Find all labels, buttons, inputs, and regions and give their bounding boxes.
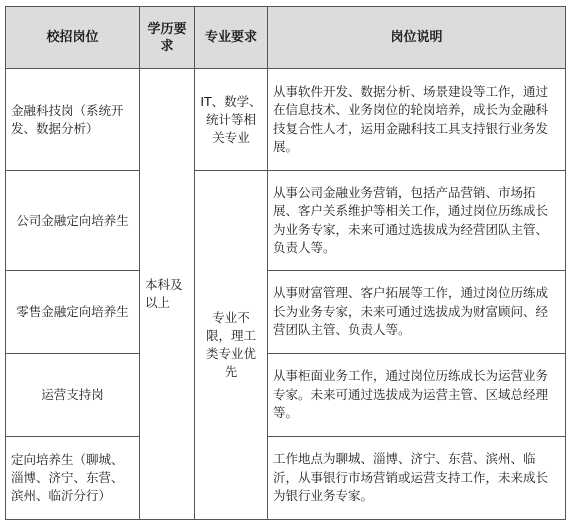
table-row — [6, 171, 566, 271]
description-cell: 从事财富管理、客户拓展等工作，通过岗位历练成长为业务专家，未来可通过选拔成为财富顾问、经营团队主管、负责人等。 — [268, 271, 566, 354]
header-education: 学历要求 — [140, 7, 195, 69]
description-cell: 从事公司金融业务营销，包括产品营销、市场拓展、客户关系维护等相关工作，通过岗位历练成长为业务专家，未来可通过选拔成为经营团队主管、负责人等。 — [268, 171, 566, 271]
header-description: 岗位说明 — [268, 7, 566, 69]
position-cell: 公司金融定向培养生 — [6, 171, 140, 271]
description-cell: 从事柜面业务工作，通过岗位历练成长为运营业务专家。未来可通过选拔成为运营主管、区域总经理等。 — [268, 354, 566, 437]
table-row — [6, 69, 566, 171]
header-major: 专业要求 — [195, 7, 268, 69]
education-cell: 本科及以上 — [140, 69, 195, 520]
position-cell: 金融科技岗（系统开发、数据分析） — [6, 69, 140, 171]
description-cell: 从事软件开发、数据分析、场景建设等工作，通过在信息技术、业务岗位的轮岗培养，成长为金融科技复合性人才，运用金融科技工具支持银行业务发展。 — [268, 69, 566, 171]
table-row — [6, 271, 566, 354]
major-cell-shared: 专业不限，理工类专业优先 — [195, 171, 268, 520]
table-row — [6, 354, 566, 437]
recruitment-table — [5, 6, 566, 520]
position-cell: 零售金融定向培养生 — [6, 271, 140, 354]
table-row — [6, 437, 566, 520]
header-row — [6, 7, 566, 69]
position-cell: 定向培养生（聊城、淄博、济宁、东营、滨州、临沂分行） — [6, 437, 140, 520]
description-cell: 工作地点为聊城、淄博、济宁、东营、滨州、临沂，从事银行市场营销或运营支持工作，未来成长为银行业务专家。 — [268, 437, 566, 520]
header-position: 校招岗位 — [6, 7, 140, 69]
major-cell: IT、数学、统计等相关专业 — [195, 69, 268, 171]
position-cell: 运营支持岗 — [6, 354, 140, 437]
